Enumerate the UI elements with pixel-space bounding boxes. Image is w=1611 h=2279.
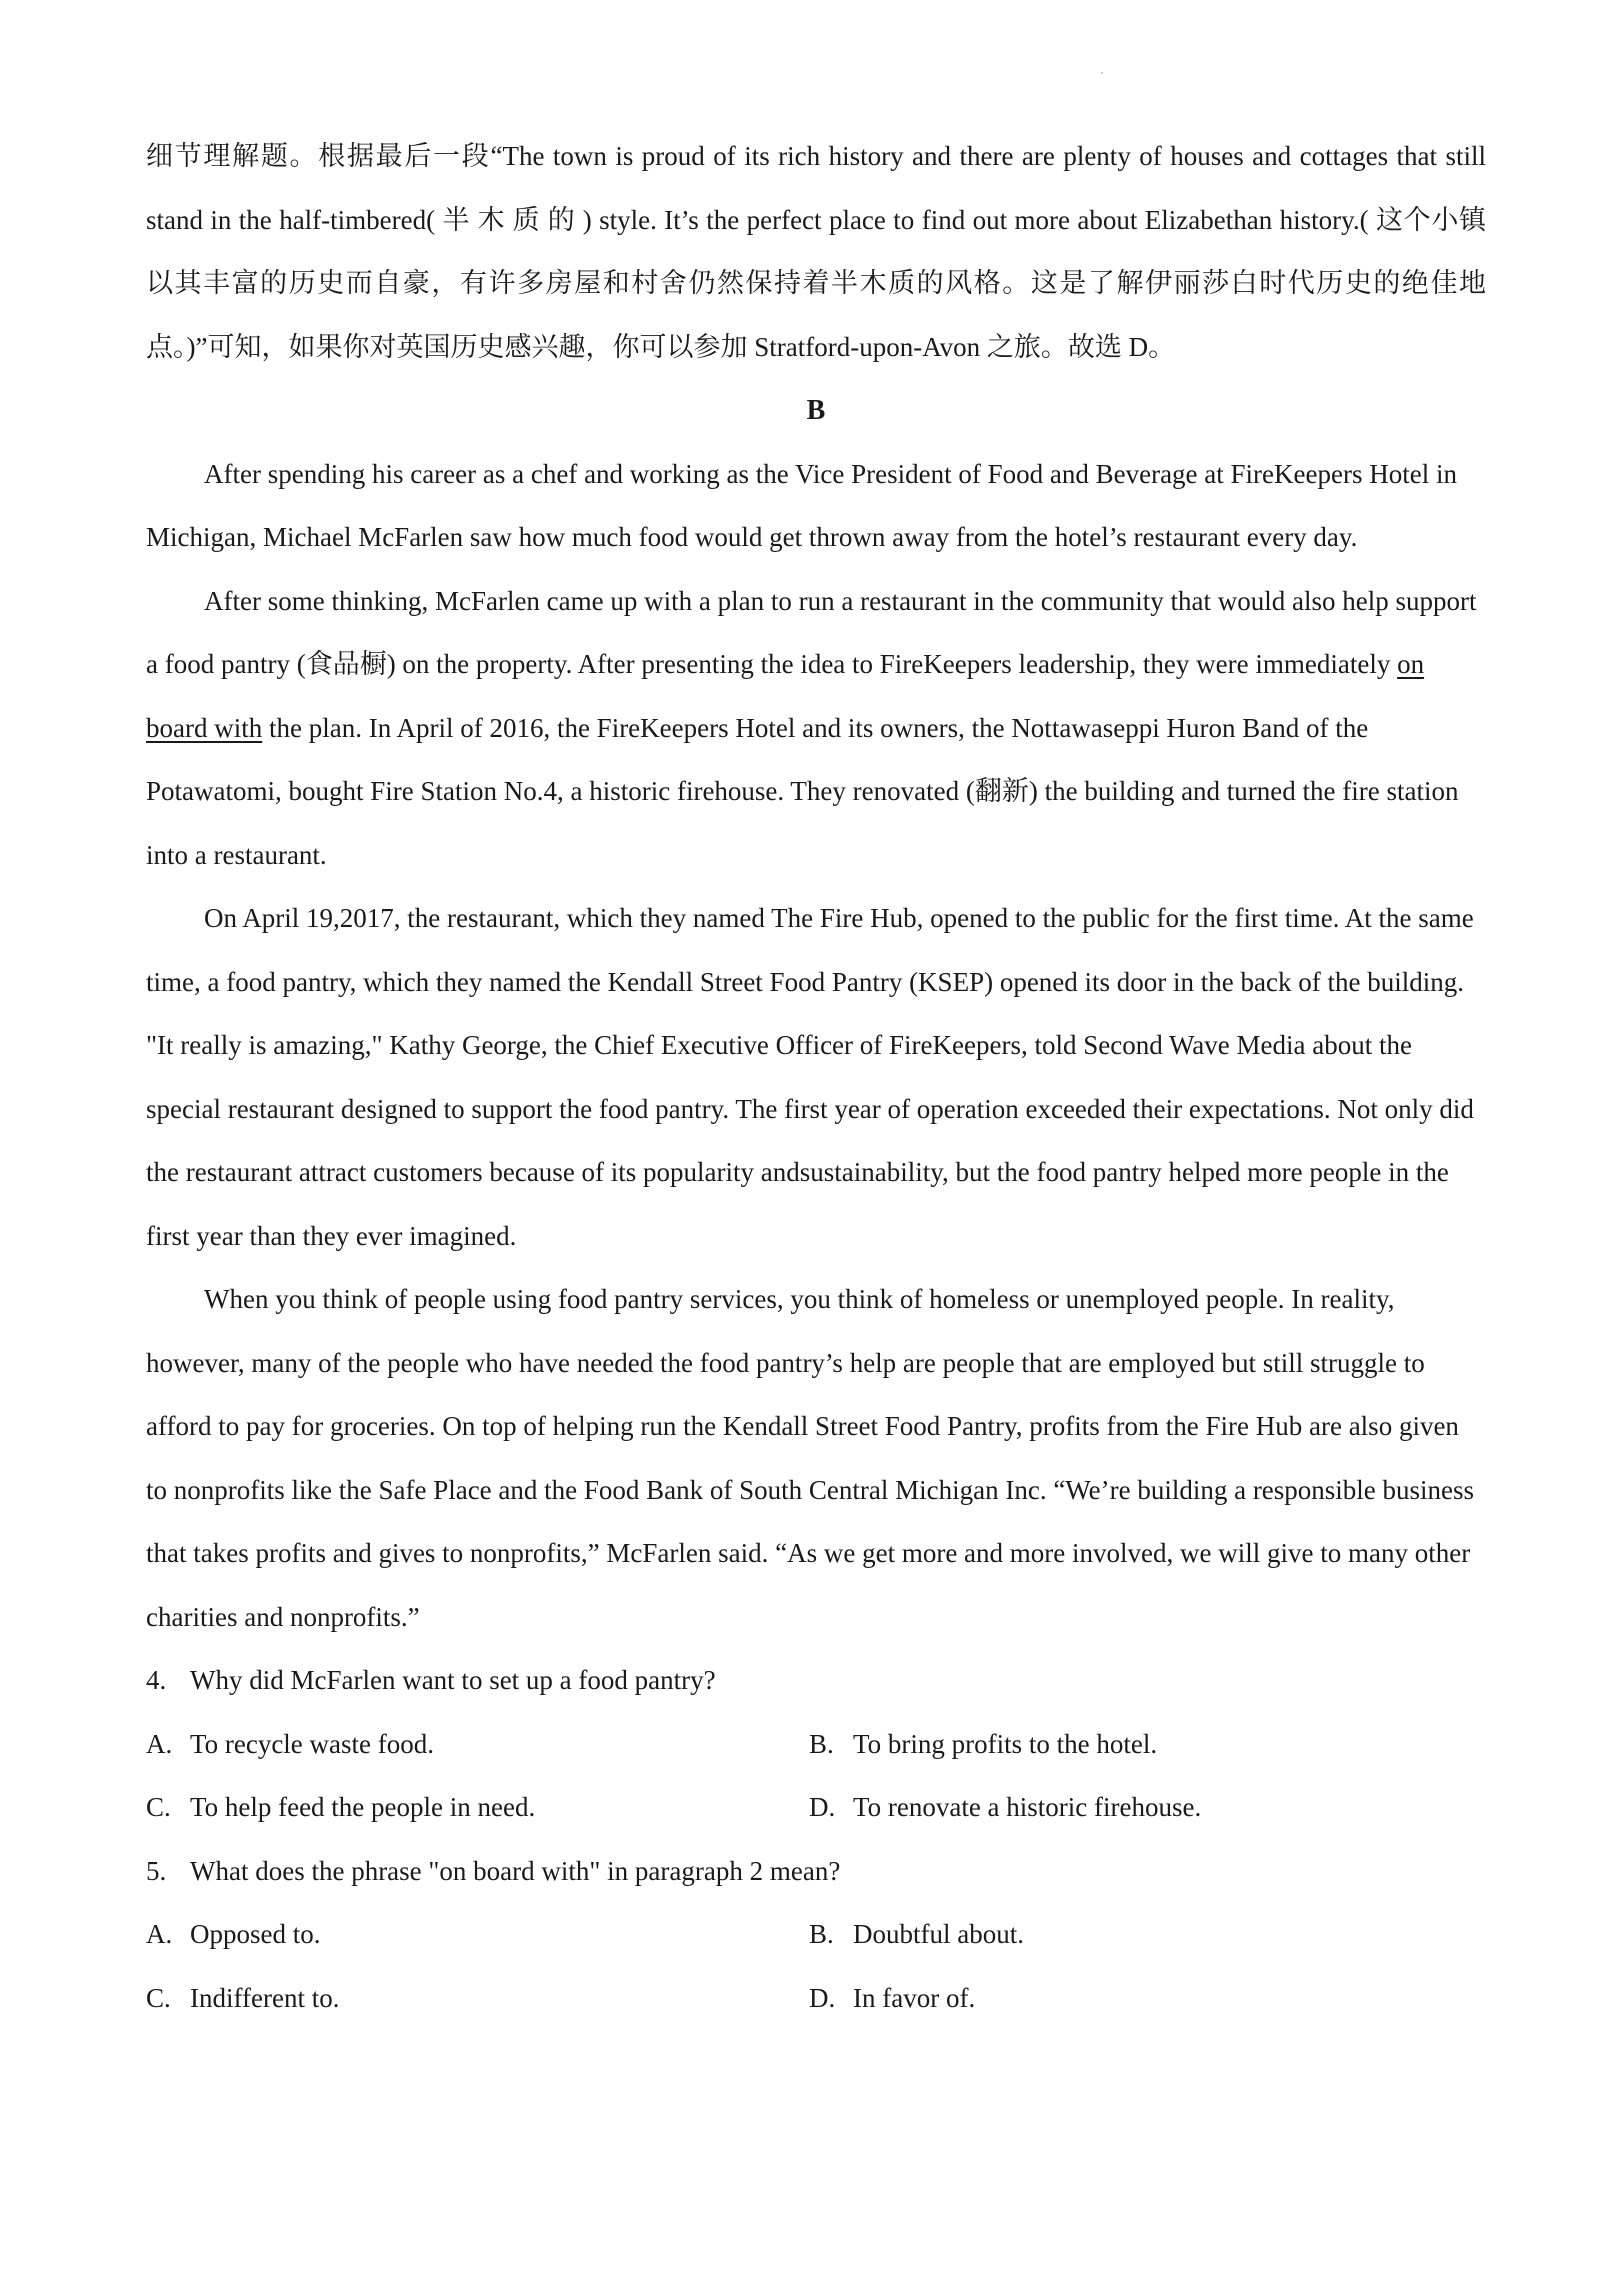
option-letter: C.	[146, 1792, 171, 1822]
explanation-quote-part1: The town is proud of its rich history and there are plenty of houses and cottages that still stand in the half-timbered	[146, 141, 1486, 235]
paragraph-2-text-a: After some thinking, McFarlen came up with a plan to run a restaurant in the community that would also help support a food pantry (食品橱) on the property. After presenting the idea to FireKeepers leadership, they were immediately	[146, 585, 1477, 679]
option-letter: A.	[146, 1728, 173, 1759]
option-text: Doubtful about.	[853, 1919, 1024, 1949]
question-5-options	[146, 1903, 1486, 2030]
option-text: To recycle waste food.	[190, 1728, 435, 1759]
question-number: 5.	[146, 1855, 167, 1886]
option-letter: B.	[809, 1728, 834, 1759]
option-d	[809, 1776, 1472, 1840]
question-text: Why did McFarlen want to set up a food pantry?	[190, 1665, 716, 1695]
option-c	[146, 1967, 809, 2031]
question-5	[146, 1840, 1486, 1904]
explanation-quote-part2: style. It’s the perfect place to find out more about Elizabethan history.	[591, 204, 1360, 235]
underlined-phrase: on board with	[146, 649, 1425, 743]
option-c	[146, 1776, 809, 1840]
paragraph-2-text-b: the plan. In April of 2016, the FireKeepers Hotel and its owners, the Nottawaseppi Huron Band of the Potawatomi, bought Fire Station No.4, a historic firehouse. They renovated (翻新) the building and turned the fire station into a restaurant.	[146, 712, 1459, 870]
question-4-options	[146, 1713, 1486, 1840]
option-a	[146, 1713, 809, 1777]
section-title: B	[806, 395, 826, 426]
option-d	[809, 1967, 1472, 2031]
explanation-note: ( 半 木 质 的 )	[426, 204, 592, 235]
option-text: To help feed the people in need.	[190, 1792, 536, 1822]
scan-speck	[1101, 72, 1103, 74]
passage-paragraph-3: On April 19,2017, the restaurant, which they named The Fire Hub, opened to the public for the first time. At the same time, a food pantry, which they named the Kendall Street Food Pantry (KSEP) opened its door in the back of the building. "It really is amazing," Kathy George, the Chief Executive Officer of FireKeepers, told Second Wave Media about the special restaurant designed to support the food pantry. The first year of operation exceeded their expectations. Not only did the restaurant attract customers because of its popularity andsustainability, but the food pantry helped more people in the first year than they ever imagined.	[146, 903, 1474, 1251]
option-letter: D.	[809, 1792, 836, 1822]
option-text: To renovate a historic firehouse.	[853, 1792, 1202, 1822]
question-4	[146, 1649, 1486, 1713]
passage-paragraph-2	[146, 570, 1486, 888]
previous-answer-explanation	[146, 125, 1486, 379]
passage-paragraph-4: When you think of people using food pantry services, you think of homeless or unemployed people. In reality, however, many of the people who have needed the food pantry’s help are people that are employed but still struggle to afford to pay for groceries. On top of helping run the Kendall Street Food Pantry, profits from the Fire Hub are also given to nonprofits like the Safe Place and the Food Bank of South Central Michigan Inc. “We’re building a responsible business that takes profits and gives to nonprofits,” McFarlen said. “As we get more and more involved, we will give to many other charities and nonprofits.”	[146, 1284, 1475, 1632]
option-letter: A.	[146, 1919, 173, 1949]
question-text: What does the phrase "on board with" in paragraph 2 mean?	[190, 1855, 841, 1886]
option-text: Indifferent to.	[190, 1982, 340, 2013]
option-letter: C.	[146, 1982, 171, 2013]
passage-paragraph-1: After spending his career as a chef and working as the Vice President of Food and Beverage at FireKeepers Hotel in Michigan, Michael McFarlen saw how much food would get thrown away from the hotel’s restaurant every day.	[146, 458, 1457, 552]
explanation-intro: 细节理解题。根据最后一段“	[146, 141, 503, 171]
option-text: In favor of.	[853, 1982, 976, 2013]
option-text: To bring profits to the hotel.	[853, 1728, 1158, 1759]
option-letter: D.	[809, 1982, 836, 2013]
explanation-translation: ( 这个小镇以其丰富的历史而自豪，有许多房屋和村舍仍然保持着半木质的风格。这是了解伊丽莎白时代历史的绝佳地点。)	[146, 204, 1486, 362]
explanation-conclusion: ”可知，如果你对英国历史感兴趣，你可以参加 Stratford-upon-Avon 之旅。故选 D。	[195, 331, 1176, 362]
option-letter: B.	[809, 1919, 834, 1949]
option-text: Opposed to.	[190, 1919, 321, 1949]
document-page	[146, 125, 1486, 2030]
question-number: 4.	[146, 1665, 167, 1695]
option-b	[809, 1903, 1472, 1967]
option-a	[146, 1903, 809, 1967]
option-b	[809, 1713, 1472, 1777]
